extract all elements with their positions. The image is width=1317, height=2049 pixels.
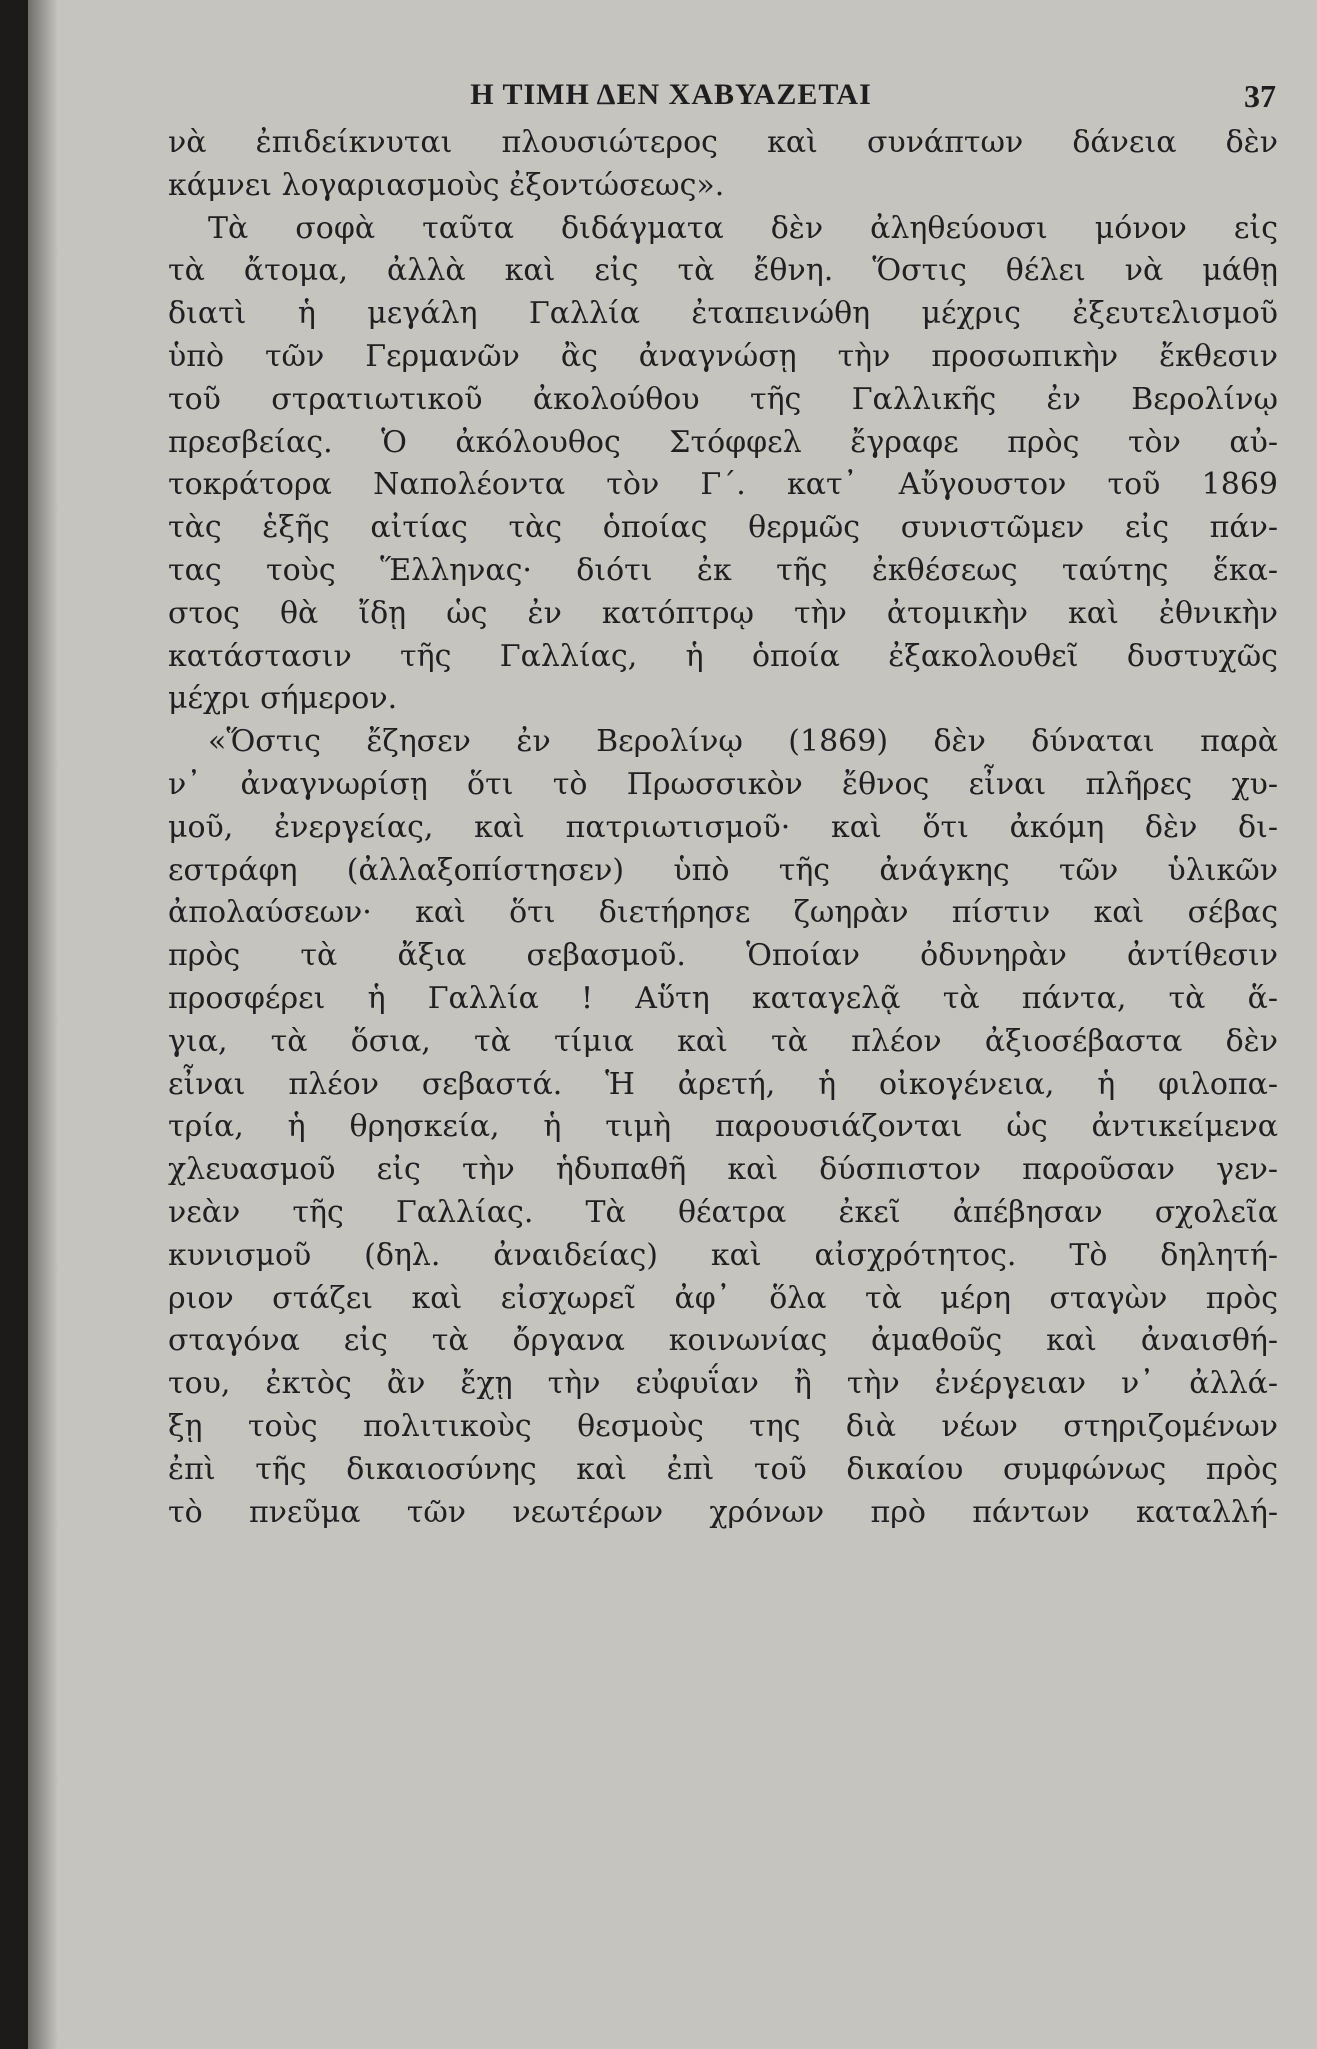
text-line: μέχρι σήμερον. (168, 681, 398, 717)
text-line: διατὶ ἡ μεγάλη Γαλλία ἐταπεινώθη μέχρις ἐξευτελισμοῦ (168, 296, 1278, 332)
text-line: «Ὅστις ἔζησεν ἐν Βερολίνῳ (1869) δὲν δύναται παρὰ (208, 724, 1278, 760)
running-title: Η ΤΙΜΗ ΔΕΝ ΧΑΒΥΑΖΕΤΑΙ (470, 78, 872, 111)
text-line: προσφέρει ἡ Γαλλία ! Αὕτη καταγελᾷ τὰ πάντα, τὰ ἅ- (168, 980, 1278, 1016)
book-page (28, 0, 1317, 2049)
text-line: τας τοὺς Ἕλληνας· διότι ἐκ τῆς ἐκθέσεως ταύτης ἕκα- (168, 552, 1278, 588)
text-line: σταγόνα εἰς τὰ ὄργανα κοινωνίας ἀμαθοῦς καὶ ἀναισθή- (168, 1323, 1278, 1359)
text-line: ριον στάζει καὶ εἰσχωρεῖ ἀφ᾽ ὅλα τὰ μέρη σταγὼν πρὸς (168, 1280, 1278, 1316)
page-edge-shadow (28, 0, 58, 2049)
text-line: κατάστασιν τῆς Γαλλίας, ἡ ὁποία ἐξακολουθεῖ δυστυχῶς (168, 638, 1278, 674)
text-line: τὰς ἑξῆς αἰτίας τὰς ὁποίας θερμῶς συνιστῶμεν εἰς πάν- (168, 510, 1278, 546)
page-header (156, 78, 1276, 118)
text-line: μοῦ, ἐνεργείας, καὶ πατριωτισμοῦ· καὶ ὅτι ἀκόμη δὲν δι- (168, 809, 1278, 845)
text-line: πρεσβείας. Ὁ ἀκόλουθος Στόφφελ ἔγραφε πρὸς τὸν αὐ- (168, 424, 1278, 460)
text-line: νὰ ἐπιδείκνυται πλουσιώτερος καὶ συνάπτων δάνεια δὲν (168, 125, 1278, 160)
text-line: του, ἐκτὸς ἂν ἔχῃ τὴν εὐφυΐαν ἢ τὴν ἐνέργειαν ν᾽ ἀλλά- (168, 1366, 1278, 1402)
page-number: 37 (1244, 78, 1276, 114)
text-line: νεὰν τῆς Γαλλίας. Τὰ θέατρα ἐκεῖ ἀπέβησαν σχολεῖα (168, 1194, 1278, 1230)
text-line: για, τὰ ὅσια, τὰ τίμια καὶ τὰ πλέον ἀξιοσέβαστα δὲν (168, 1023, 1278, 1059)
text-line: ἐπὶ τῆς δικαιοσύνης καὶ ἐπὶ τοῦ δικαίου συμφώνως πρὸς (168, 1451, 1278, 1487)
text-line: κυνισμοῦ (δηλ. ἀναιδείας) καὶ αἰσχρότητος. Τὸ δηλητή- (168, 1237, 1278, 1273)
text-line: τοκράτορα Ναπολέοντα τὸν Γ΄. κατ᾽ Αὔγουστον τοῦ 1869 (168, 467, 1278, 503)
text-line: κάμνει λογαριασμοὺς ἐξοντώσεως». (168, 167, 725, 203)
text-line: χλευασμοῦ εἰς τὴν ἡδυπαθῆ καὶ δύσπιστον παροῦσαν γεν- (168, 1152, 1278, 1188)
text-line: τὸ πνεῦμα τῶν νεωτέρων χρόνων πρὸ πάντων καταλλή- (168, 1494, 1278, 1530)
text-line: ὑπὸ τῶν Γερμανῶν ἂς ἀναγνώσῃ τὴν προσωπικὴν ἔκθεσιν (168, 338, 1278, 374)
text-line: πρὸς τὰ ἄξια σεβασμοῦ. Ὁποίαν ὀδυνηρὰν ἀντίθεσιν (168, 938, 1278, 974)
text-line: τὰ ἄτομα, ἀλλὰ καὶ εἰς τὰ ἔθνη. Ὅστις θέλει νὰ μάθῃ (168, 253, 1278, 289)
text-line: εἶναι πλέον σεβαστά. Ἡ ἀρετή, ἡ οἰκογένεια, ἡ φιλοπα- (168, 1066, 1278, 1102)
text-line: εστράφη (ἀλλαξοπίστησεν) ὑπὸ τῆς ἀνάγκης τῶν ὑλικῶν (168, 852, 1278, 888)
text-line: Τὰ σοφὰ ταῦτα διδάγματα δὲν ἀληθεύουσι μόνον εἰς (208, 210, 1278, 246)
body-text (168, 122, 1278, 1534)
text-line: τοῦ στρατιωτικοῦ ἀκολούθου τῆς Γαλλικῆς ἐν Βερολίνῳ (168, 381, 1278, 417)
text-line: ξῃ τοὺς πολιτικοὺς θεσμοὺς της διὰ νέων στηριζομένων (168, 1408, 1278, 1444)
text-line: στος θὰ ἴδῃ ὡς ἐν κατόπτρῳ τὴν ἀτομικὴν καὶ ἐθνικὴν (168, 595, 1278, 631)
text-line: ν᾽ ἀναγνωρίσῃ ὅτι τὸ Πρωσσικὸν ἔθνος εἶναι πλῆρες χυ- (168, 766, 1278, 802)
text-line: ἀπολαύσεων· καὶ ὅτι διετήρησε ζωηρὰν πίστιν καὶ σέβας (168, 895, 1278, 931)
text-line: τρία, ἡ θρησκεία, ἡ τιμὴ παρουσιάζονται ὡς ἀντικείμενα (168, 1109, 1278, 1145)
